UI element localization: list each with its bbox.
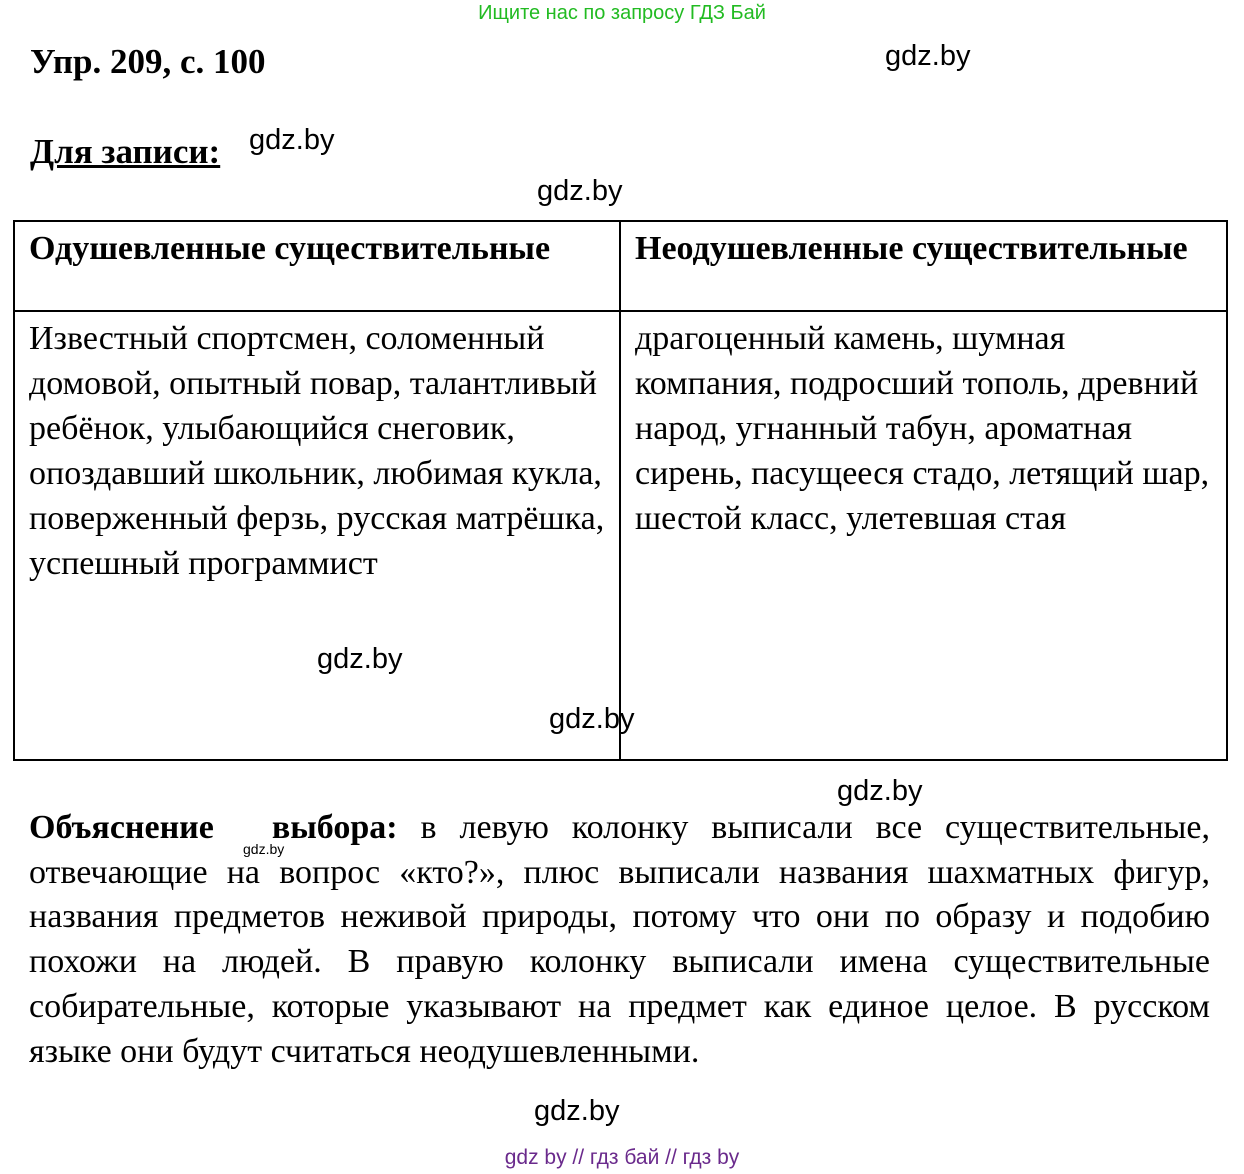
- inanimate-nouns-cell: драгоценный камень, шумная компания, подросший тополь, древний народ, угнанный табун, ароматная сирень, пасущееся стадо, летящий шар, шестой класс, улетевшая стая: [620, 311, 1227, 760]
- table-header-row: [14, 221, 1227, 311]
- explanation-label-2: выбора:: [271, 809, 398, 846]
- explanation-paragraph: [29, 806, 1210, 1074]
- watermark: gdz.by: [837, 775, 923, 807]
- watermark: gdz.by: [243, 841, 285, 857]
- watermark: gdz.by: [549, 703, 635, 735]
- watermark: gdz.by: [534, 1095, 620, 1127]
- animate-nouns-cell: Известный спортсмен, соломенный домовой, опытный повар, талантливый ребёнок, улыбающийся снеговик, опоздавший школьник, любимая кукла, поверженный ферзь, русская матрёшка, успешный программист: [14, 311, 620, 760]
- exercise-heading: Упр. 209, с. 100: [30, 42, 266, 81]
- search-banner: Ищите нас по запросу ГДЗ Бай: [478, 2, 766, 24]
- watermark: gdz.by: [249, 124, 335, 156]
- header-inanimate: Неодушевленные существительные: [620, 221, 1227, 311]
- explanation-label-1: Объяснение: [29, 809, 214, 846]
- header-animate: Одушевленные существительные: [14, 221, 620, 311]
- explanation-text: в левую колонку выписали все существительные, отвечающие на вопрос «кто?», плюс выписали названия шахматных фигур, названия предметов неживой природы, потому что они по образу и подобию похожи на людей. В правую колонку выписали имена существительные собирательные, которые указывают на предмет как единое целое. В русском языке они будут считаться неодушевленными.: [29, 809, 1210, 1070]
- watermark: gdz.by: [317, 643, 403, 675]
- watermark: gdz.by: [885, 40, 971, 72]
- record-label: Для записи:: [30, 132, 221, 171]
- table-row: [14, 311, 1227, 760]
- footer-links: gdz by // гдз бай // гдз by: [504, 1146, 740, 1169]
- nouns-table: [13, 220, 1228, 761]
- watermark: gdz.by: [537, 175, 623, 207]
